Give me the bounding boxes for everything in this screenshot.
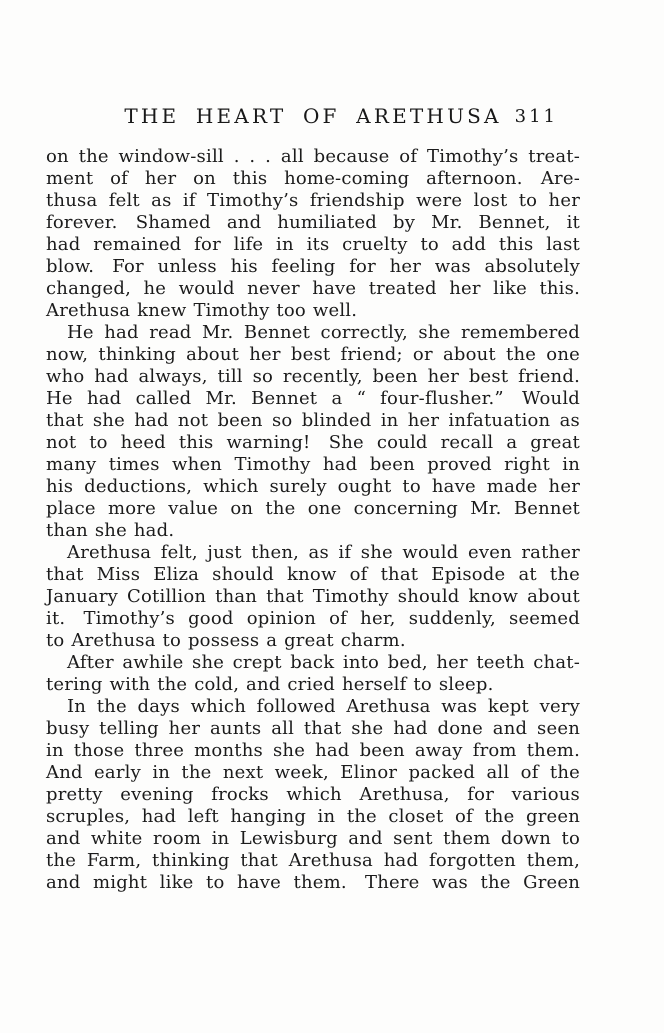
text-line: tering with the cold, and cried herself to sleep. [46,674,494,695]
text-line: than she had. [46,520,175,541]
text-line: it. Timothy’s good opinion of her, suddenly, seemed [46,608,580,629]
text-line: now, thinking about her best friend; or about the one [46,344,580,365]
text-line: He had read Mr. Bennet correctly, she remembered [67,322,580,343]
text-line: Arethusa knew Timothy too well. [46,300,358,321]
text-line: He had called Mr. Bennet a “ four-flusher.” Would [46,388,580,409]
page-title: THE HEART OF ARETHUSA [124,104,502,128]
paragraph [46,652,580,696]
text-line: the Farm, thinking that Arethusa had forgotten them, [46,850,580,871]
text-line: that she had not been so blinded in her infatuation as [46,410,580,431]
paragraph [46,696,580,894]
paragraph [46,146,580,322]
text-line: in those three months she had been away from them. [46,740,580,761]
text-line: pretty evening frocks which Arethusa, for various [46,784,580,805]
text-line: place more value on the one concerning Mr. Bennet [46,498,580,519]
text-line: and might like to have them. There was the Green [46,872,580,893]
text-line: After awhile she crept back into bed, her teeth chat- [67,652,580,673]
text-line: thusa felt as if Timothy’s friendship were lost to her [46,190,580,211]
text-line: that Miss Eliza should know of that Episode at the [46,564,580,585]
text-line: forever. Shamed and humiliated by Mr. Bennet, it [46,212,580,233]
running-head [46,104,580,132]
text-line: had remained for life in its cruelty to add this last [46,234,580,255]
text-line: to Arethusa to possess a great charm. [46,630,406,651]
page-number: 311 [514,106,558,127]
body-text [46,146,580,894]
text-line: who had always, till so recently, been her best friend. [46,366,580,387]
text-line: his deductions, which surely ought to have made her [46,476,580,497]
text-line: and white room in Lewisburg and sent them down to [46,828,580,849]
text-line: In the days which followed Arethusa was kept very [67,696,580,717]
text-line: busy telling her aunts all that she had done and seen [46,718,580,739]
text-line: many times when Timothy had been proved right in [46,454,580,475]
text-line: And early in the next week, Elinor packed all of the [46,762,580,783]
text-line: changed, he would never have treated her like this. [46,278,580,299]
text-line: January Cotillion than that Timothy should know about [46,586,580,607]
paragraph [46,322,580,542]
text-line: on the window-sill . . . all because of Timothy’s treat- [46,146,580,167]
text-line: scruples, had left hanging in the closet of the green [46,806,580,827]
text-line: blow. For unless his feeling for her was absolutely [46,256,580,277]
text-line: Arethusa felt, just then, as if she would even rather [67,542,580,563]
text-line: ment of her on this home-coming afternoon. Are- [46,168,580,189]
text-line: not to heed this warning! She could recall a great [46,432,580,453]
paragraph [46,542,580,652]
